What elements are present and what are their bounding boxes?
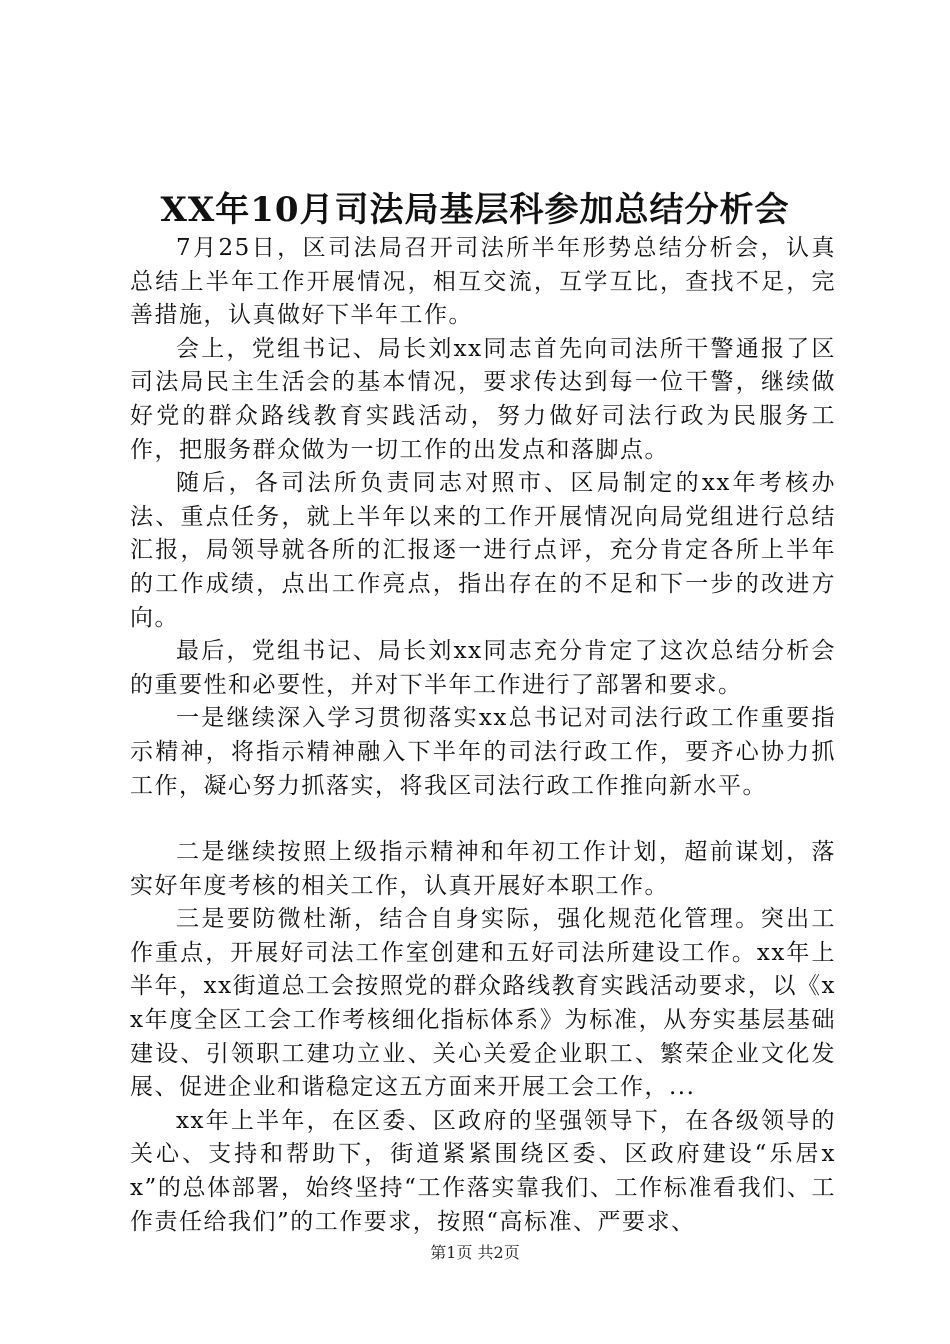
paragraph-meeting-report: 会上，党组书记、局长刘xx同志首先向司法所干警通报了区司法局民主生活会的基本情况，要求传达到每一位干警，继续做好党的群众路线教育实践活动，努力做好司法行政为民服务工作，把服务群众做为一切工作的出发点和落脚点。 — [130, 335, 836, 463]
document-body — [130, 232, 836, 1239]
paragraph-point-three: 三是要防微杜渐，结合自身实际，强化规范化管理。突出工作重点，开展好司法工作室创建和五好司法所建设工作。xx年上半年，xx街道总工会按照党的群众路线教育实践活动要求，以《xx年度全区工会工作考核细化指标体系》为标准，从夯实基层基础建设、引领职工建功立业、关心关爱企业职工、繁荣企业文化发展、促进企业和谐稳定这五方面来开展工会工作，... — [130, 906, 836, 1101]
page-number: 第1页 共2页 — [430, 1243, 520, 1262]
paragraph-closing-remarks: 最后，党组书记、局长刘xx同志充分肯定了这次总结分析会的重要性和必要性，并对下半年工作进行了部署和要求。 — [130, 638, 836, 698]
paragraph-point-one: 一是继续深入学习贯彻落实xx总书记对司法行政工作重要指示精神，将指示精神融入下半年的司法行政工作，要齐心协力抓工作，凝心努力抓落实，将我区司法行政工作推向新水平。 — [130, 705, 836, 799]
paragraph-meeting-intro: 7月25日，区司法局召开司法所半年形势总结分析会，认真总结上半年工作开展情况，相互交流，互学互比，查找不足，完善措施，认真做好下半年工作。 — [130, 235, 836, 329]
paragraph-point-two: 二是继续按照上级指示精神和年初工作计划，超前谋划，落实好年度考核的相关工作，认真开展好本职工作。 — [130, 839, 836, 899]
paragraph-half-year: xx年上半年，在区委、区政府的坚强领导下，在各级领导的关心、支持和帮助下，街道紧紧围绕区委、区政府建设“乐居xx”的总体部署，始终坚持“工作落实靠我们、工作标准看我们、工作责任给我们”的工作要求，按照“高标准、严要求、 — [130, 1107, 836, 1235]
document-title: XX年10月司法局基层科参加总结分析会 — [160, 190, 790, 230]
paragraph-office-summaries: 随后，各司法所负责同志对照市、区局制定的xx年考核办法、重点任务，就上半年以来的工作开展情况向局党组进行总结汇报，局领导就各所的汇报逐一进行点评，充分肯定各所上半年的工作成绩，点出工作亮点，指出存在的不足和下一步的改进方向。 — [130, 470, 836, 631]
